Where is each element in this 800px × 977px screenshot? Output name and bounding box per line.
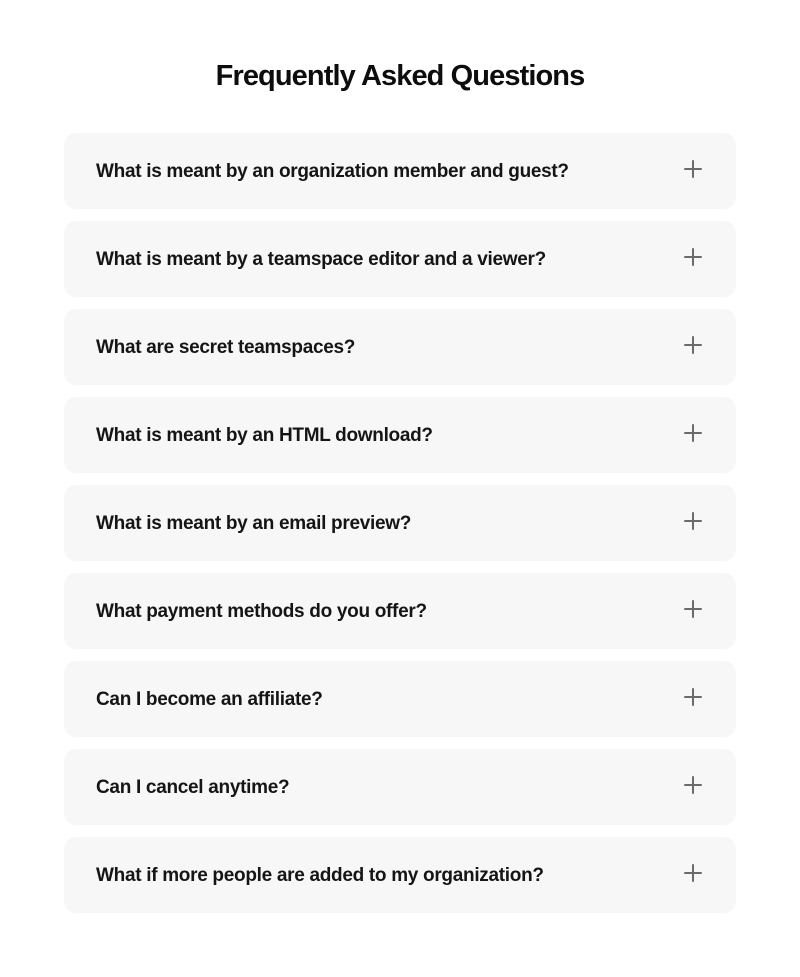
faq-item-cancel-anytime[interactable] (64, 749, 736, 825)
faq-item-organization-member[interactable] (64, 133, 736, 209)
faq-item-secret-teamspaces[interactable] (64, 309, 736, 385)
faq-question: What is meant by an organization member and guest? (96, 160, 569, 182)
plus-icon[interactable] (684, 160, 702, 178)
faq-question: Can I cancel anytime? (96, 776, 290, 798)
faq-item-affiliate[interactable] (64, 661, 736, 737)
plus-icon[interactable] (684, 688, 702, 706)
plus-icon[interactable] (684, 336, 702, 354)
faq-question: What is meant by a teamspace editor and a viewer? (96, 248, 546, 270)
faq-list (64, 133, 736, 913)
faq-item-html-download[interactable] (64, 397, 736, 473)
faq-question: What if more people are added to my organization? (96, 864, 544, 886)
plus-icon[interactable] (684, 248, 702, 266)
plus-icon[interactable] (684, 864, 702, 882)
faq-question: What is meant by an email preview? (96, 512, 412, 534)
plus-icon[interactable] (684, 424, 702, 442)
faq-question: What are secret teamspaces? (96, 336, 356, 358)
faq-item-payment-methods[interactable] (64, 573, 736, 649)
faq-question: Can I become an affiliate? (96, 688, 323, 710)
faq-question: What is meant by an HTML download? (96, 424, 433, 446)
page-title: Frequently Asked Questions (215, 60, 585, 92)
plus-icon[interactable] (684, 600, 702, 618)
plus-icon[interactable] (684, 776, 702, 794)
faq-item-more-people[interactable] (64, 837, 736, 913)
plus-icon[interactable] (684, 512, 702, 530)
faq-item-email-preview[interactable] (64, 485, 736, 561)
faq-item-teamspace-editor[interactable] (64, 221, 736, 297)
faq-question: What payment methods do you offer? (96, 600, 427, 622)
